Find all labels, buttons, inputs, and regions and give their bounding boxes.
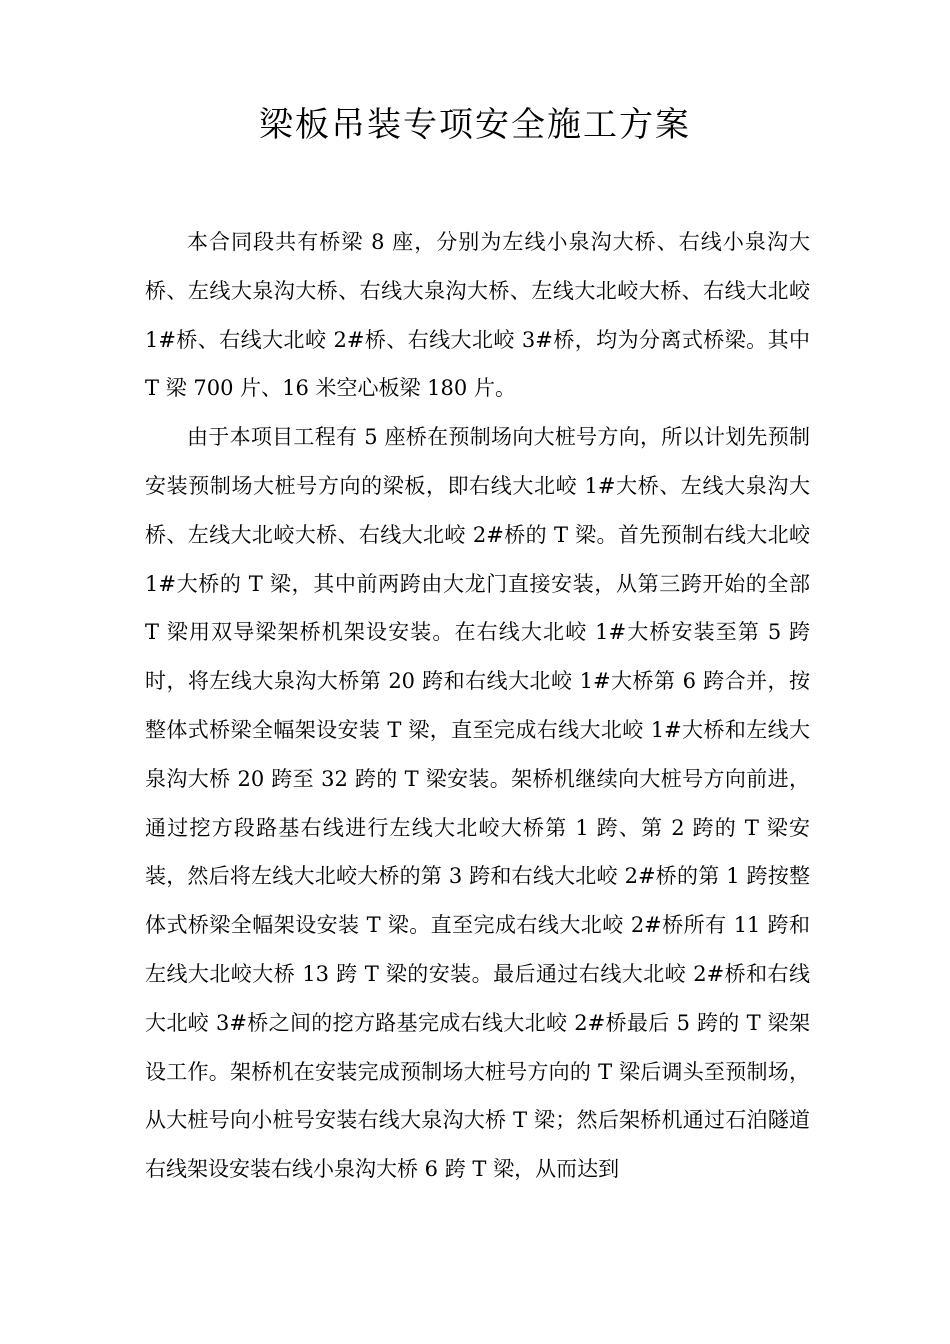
- document-body: [145, 218, 810, 1194]
- paragraph-installation-sequence: 由于本项目工程有 5 座桥在预制场向大桩号方向，所以计划先预制安装预制场大桩号方向的梁板，即右线大北峧 1#大桥、左线大泉沟大桥、左线大北峧大桥、右线大北峧 2#桥的 T 梁。首先预制右线大北峧 1#大桥的 T 梁，其中前两跨由大龙门直接安装，从第三跨开始的全部 T 梁用双导梁架桥机架设安装。在右线大北峧 1#大桥安装至第 5 跨时，将左线大泉沟大桥第 20 跨和右线大北峧 1#大桥第 6 跨合并，按整体式桥梁全幅架设安装 T 梁，直至完成右线大北峧 1#大桥和左线大泉沟大桥 20 跨至 32 跨的 T 梁安装。架桥机继续向大桩号方向前进，通过挖方段路基右线进行左线大北峧大桥第 1 跨、第 2 跨的 T 梁安装，然后将左线大北峧大桥的第 3 跨和右线大北峧 2#桥的第 1 跨按整体式桥梁全幅架设安装 T 梁。直至完成右线大北峧 2#桥所有 11 跨和左线大北峧大桥 13 跨 T 梁的安装。最后通过右线大北峧 2#桥和右线大北峧 3#桥之间的挖方路基完成右线大北峧 2#桥最后 5 跨的 T 梁架设工作。架桥机在安装完成预制场大桩号方向的 T 梁后调头至预制场，从大桩号向小桩号安装右线大泉沟大桥 T 梁；然后架桥机通过石泊隧道右线架设安装右线小泉沟大桥 6 跨 T 梁，从而达到: [145, 425, 810, 1182]
- paragraph-bridge-overview: 本合同段共有桥梁 8 座，分别为左线小泉沟大桥、右线小泉沟大桥、左线大泉沟大桥、右线大泉沟大桥、左线大北峧大桥、右线大北峧 1#桥、右线大北峧 2#桥、右线大北峧 3#桥，均为分离式桥梁。其中 T 梁 700 片、16 米空心板梁 180 片。: [145, 230, 810, 401]
- document-title: 梁板吊装专项安全施工方案: [259, 105, 691, 145]
